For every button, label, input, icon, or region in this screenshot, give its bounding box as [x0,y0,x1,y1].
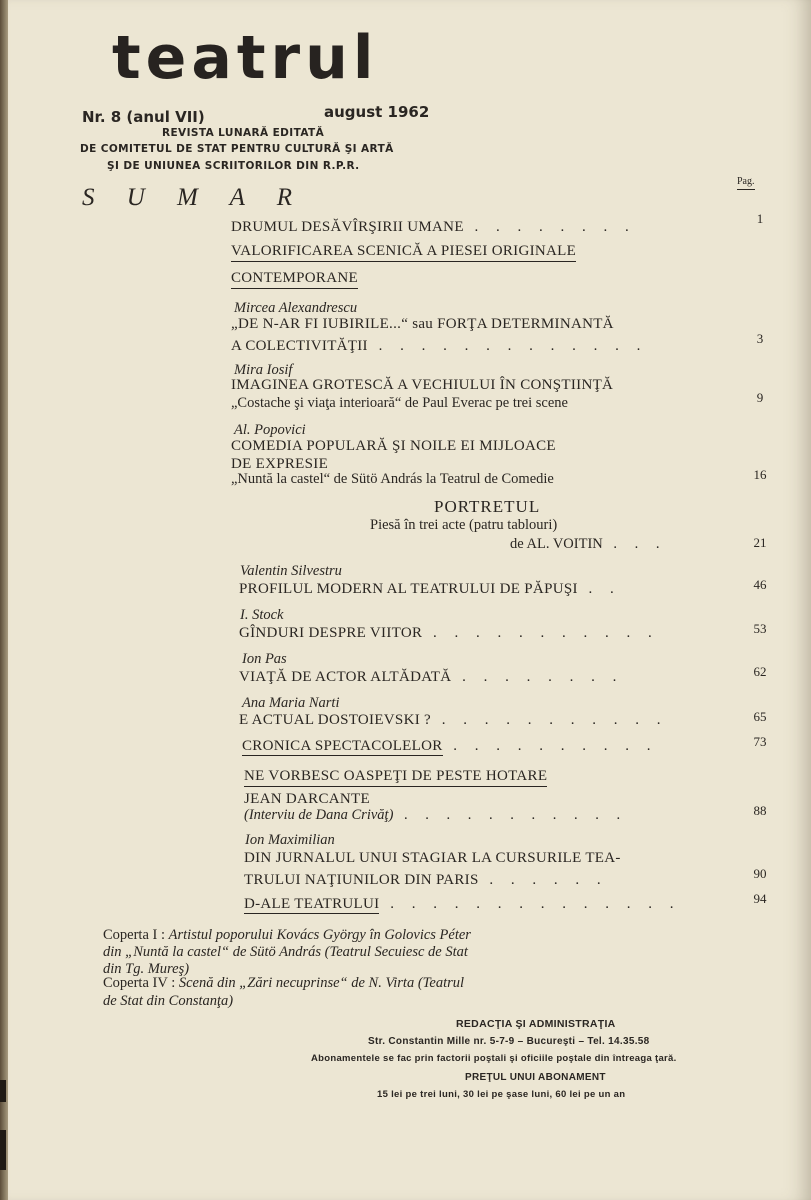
cover-text: din „Nuntă la castel“ de Sütö András (Teatrul Secuiesc de Stat [103,944,468,960]
article-title: IMAGINEA GROTESCĂ A VECHIULUI ÎN CONŞTIINŢĂ [231,377,614,393]
admin-subscriptions: Abonamentele se fac prin factorii poştali şi oficiile poştale din întreaga ţară. [311,1053,677,1064]
toc-entry: CRONICA SPECTACOLELOR . . . . . . . . . . [242,738,658,754]
page-column-label: Pag. [737,176,755,190]
toc-page-number: 9 [756,390,764,405]
cover-label: Coperta I : [103,927,166,943]
section-title: VALORIFICAREA SCENICĂ A PIESEI ORIGINALE [231,243,576,262]
article-author: Valentin Silvestru [240,563,342,579]
section-title: NE VORBESC OASPEŢI DE PESTE HOTARE [244,768,547,787]
toc-entry: PROFILUL MODERN AL TEATRULUI DE PĂPUŞI . . [239,581,621,597]
toc-page-number: 3 [756,331,764,346]
cover-caption [103,975,464,992]
masthead-title: teatrul [112,23,379,93]
cover-caption-line [103,993,233,1010]
article-title: E ACTUAL DOSTOIEVSKI ? [239,712,432,728]
article-title: DIN JURNALUL UNUI STAGIAR LA CURSURILE TEA- [244,850,621,866]
admin-address: Str. Constantin Mille nr. 5-7-9 – Bucureşti – Tel. 14.35.58 [368,1036,650,1047]
article-title: GÎNDURI DESPRE VIITOR [239,625,423,641]
play-title: PORTRETUL [434,497,541,516]
cover-label: Coperta IV : [103,975,176,991]
toc-page-number: 88 [753,803,767,818]
toc-page-number: 73 [753,734,767,749]
toc-entry: VIAŢĂ DE ACTOR ALTĂDATĂ . . . . . . . . [239,669,624,685]
section-title: D-ALE TEATRULUI [244,896,380,912]
article-title: DE EXPRESIE [231,456,329,472]
admin-title: REDACŢIA ŞI ADMINISTRAŢIA [456,1018,616,1030]
toc-page-number: 65 [753,709,767,724]
toc-entry: (Interviu de Dana Crivăţ) . . . . . . . . . . . [244,807,628,823]
article-title: JEAN DARCANTE [244,791,370,807]
toc-page-number: 94 [753,891,767,906]
toc-page-number: 90 [753,866,767,881]
article-title: COMEDIA POPULARĂ ŞI NOILE EI MIJLOACE [231,438,556,454]
toc-title: DRUMUL DESĂVÎRŞIRII UMANE [231,219,464,235]
cover-text: de Stat din Constanţa) [103,993,234,1009]
toc-page-number: 62 [753,664,767,679]
contents-heading: S U M A R [82,184,306,211]
article-subtitle: „Nuntă la castel“ de Sütö András la Teatrul de Comedie [231,471,554,487]
section-title: CRONICA SPECTACOLELOR [242,738,443,754]
toc-entry: de AL. VOITIN . . . [510,536,667,552]
toc-entry: DRUMUL DESĂVÎRŞIRII UMANE . . . . . . . . [231,219,636,235]
toc-entry: E ACTUAL DOSTOIEVSKI ? . . . . . . . . . . . [239,712,668,728]
article-author: Al. Popovici [234,422,306,438]
cover-text: din Tg. Mureş) [103,961,190,977]
article-author: I. Stock [240,607,284,623]
toc-page-number: 46 [753,577,767,592]
article-title: A COLECTIVITĂŢII [231,338,368,354]
article-author: Ion Pas [242,651,287,667]
binding-mark [0,1080,6,1102]
issue-number: Nr. 8 (anul VII) [82,108,205,126]
binding-mark [0,1130,6,1170]
article-title: TRULUI NAŢIUNILOR DIN PARIS [244,872,479,888]
article-title: „DE N-AR FI IUBIRILE...“ sau FORŢA DETERMINANTĂ [231,316,614,332]
article-title: VIAŢĂ DE ACTOR ALTĂDATĂ [239,669,452,685]
article-subtitle: „Costache şi viaţa interioară“ de Paul Everac pe trei scene [231,395,568,411]
binding-edge [0,0,8,1200]
cover-text: Scenă din „Zări necuprinse“ de N. Virta (Teatrul [178,975,465,991]
toc-entry: D-ALE TEATRULUI . . . . . . . . . . . . . . [244,896,681,912]
toc-page-number: 21 [753,535,767,550]
article-subtitle: (Interviu de Dana Crivăţ) [244,807,394,823]
toc-entry: TRULUI NAŢIUNILOR DIN PARIS . . . . . . [244,872,608,888]
toc-page-number: 53 [753,621,767,636]
toc-entry: A COLECTIVITĂŢII . . . . . . . . . . . . . [231,338,648,354]
play-subtitle: Piesă în trei acte (patru tablouri) [370,517,558,533]
publisher-line: ŞI DE UNIUNEA SCRIITORILOR DIN R.P.R. [107,160,360,172]
article-author: Mircea Alexandrescu [234,300,358,316]
toc-page-number: 1 [756,211,764,226]
section-title: CONTEMPORANE [231,270,358,289]
article-author: Ana Maria Narti [242,695,340,711]
publisher-line: DE COMITETUL DE STAT PENTRU CULTURĂ ŞI ARTĂ [80,143,394,155]
play-author: de AL. VOITIN [510,536,603,552]
cover-caption-line [103,944,468,961]
cover-caption [103,927,471,944]
toc-page-number: 16 [753,467,767,482]
publisher-line: REVISTA LUNARĂ EDITATĂ [162,127,325,139]
article-author: Ion Maximilian [245,832,335,848]
price-title: PREŢUL UNUI ABONAMENT [465,1072,606,1083]
cover-text: Artistul poporului Kovács György în Golovics Péter [168,927,471,943]
price-text: 15 lei pe trei luni, 30 lei pe şase luni, 60 lei pe un an [377,1089,626,1100]
article-author: Mira Iosif [234,362,293,378]
issue-date: august 1962 [324,103,430,121]
article-title: PROFILUL MODERN AL TEATRULUI DE PĂPUŞI [239,581,578,597]
toc-entry: GÎNDURI DESPRE VIITOR . . . . . . . . . . . [239,625,659,641]
